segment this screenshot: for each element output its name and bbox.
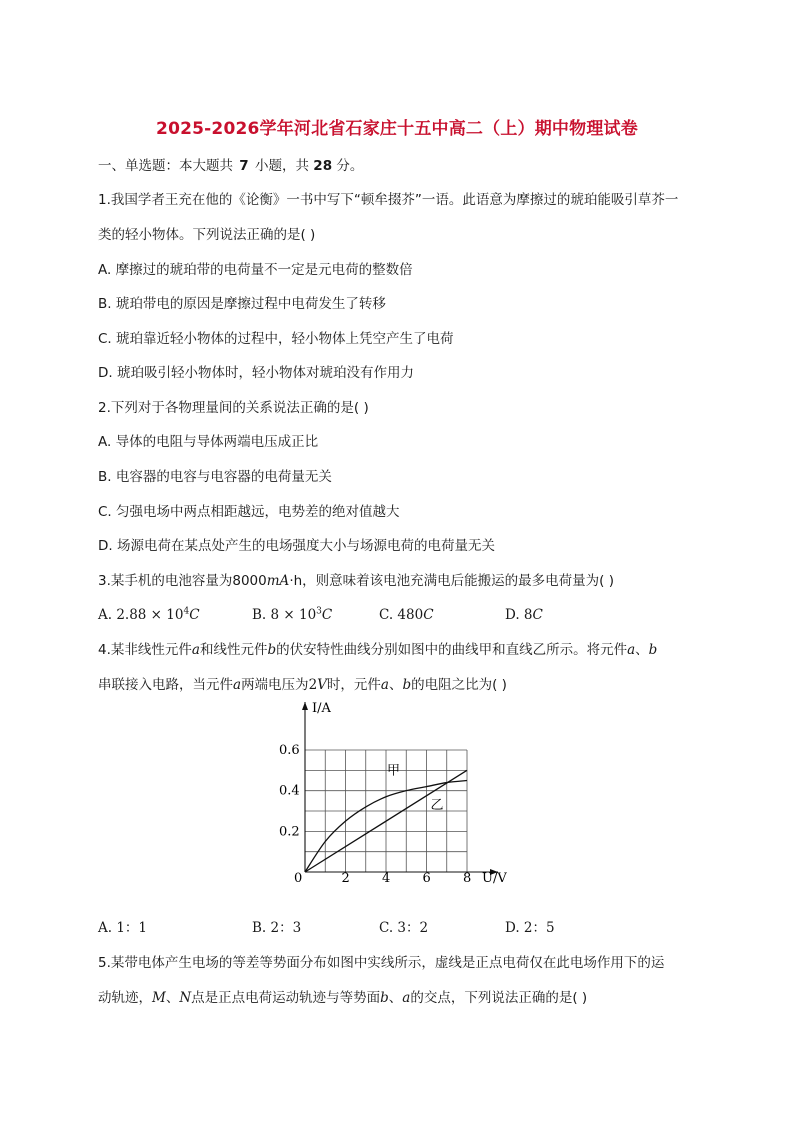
x-tick-label: 0 (294, 871, 303, 886)
series-label-yi: 乙 (430, 797, 444, 813)
q4-var-b: b (267, 642, 277, 658)
q4-option-c: C. 3：2 (379, 920, 429, 936)
q4-var-a: a (380, 677, 389, 693)
q5-surface-a: a (402, 990, 411, 1006)
question-count: 7 (239, 158, 249, 174)
q1-stem-line2: 类的轻小物体。下列说法正确的是( ) (98, 227, 316, 243)
q4-option-d: D. 2：5 (505, 920, 555, 936)
q2-stem: 2.下列对于各物理量间的关系说法正确的是( ) (98, 400, 369, 416)
q5-sep: 、 (165, 990, 180, 1006)
q3-stem-rest: ·h，则意味着该电池充满电后能搬运的最多电荷量为( ) (289, 573, 614, 589)
q3-unit: mA (266, 573, 290, 589)
q5-text: 点是正点电荷运动轨迹与等势面 (191, 990, 381, 1006)
y-tick-label: 0.2 (279, 824, 300, 840)
q5-point-m: M (152, 990, 166, 1006)
q4-text: 的伏安特性曲线分别如图中的曲线甲和直线乙所示。将元件 (276, 642, 628, 658)
y-axis-arrow (302, 702, 308, 710)
q4-sep: 、 (388, 677, 403, 693)
chart-axes (302, 702, 498, 875)
q4-text: 的电阻之比为( ) (411, 677, 507, 693)
q4-var-b: b (402, 677, 412, 693)
q3-option-c (379, 606, 434, 624)
q5-surface-b: b (380, 990, 389, 1006)
y-tick-label: 0.4 (279, 783, 300, 799)
q3-stem (98, 572, 614, 590)
q3-option-b (252, 606, 332, 624)
q3-a-unit: C (189, 607, 200, 623)
q5-stem-line2 (98, 989, 587, 1007)
q2-option-b: B. 电容器的电容与电容器的电荷量无关 (98, 469, 332, 485)
q4-stem-line2 (98, 676, 507, 694)
x-axis-label: U/V (482, 871, 507, 886)
section-prefix: 一、单选题：本大题共 (98, 158, 233, 174)
q1-option-c: C. 琥珀靠近轻小物体的过程中，轻小物体上凭空产生了电荷 (98, 331, 454, 347)
q3-option-a (98, 606, 200, 624)
q3-option-d (505, 606, 543, 624)
q5-stem-line1: 5.某带电体产生电场的等差等势面分布如图中实线所示，虚线是正点电荷仅在此电场作用下的运 (98, 955, 665, 971)
q2-option-c: C. 匀强电场中两点相距越远，电势差的绝对值越大 (98, 504, 400, 520)
q4-var-b: b (648, 642, 658, 658)
q4-option-b: B. 2：3 (252, 920, 302, 936)
q3-a-label: A. 2.88 × 10 (98, 607, 184, 623)
q4-stem-line1 (98, 641, 657, 659)
x-tick-label: 8 (463, 871, 472, 886)
q4-var-a: a (191, 642, 200, 658)
q5-text: 动轨迹， (98, 990, 152, 1006)
total-score: 28 (313, 158, 333, 174)
section-header (98, 157, 363, 175)
x-tick-label: 2 (341, 871, 350, 886)
section-mid: 小题，共 (255, 158, 309, 174)
q4-sep: 、 (635, 642, 649, 658)
q5-sep: 、 (388, 990, 403, 1006)
q3-c-label: C. 480 (379, 607, 424, 623)
q4-var-a: a (233, 677, 242, 693)
q4-text: 和线性元件 (199, 642, 268, 658)
q4-voltage-unit: V (317, 677, 327, 693)
q1-stem-line1: 1.我国学者王充在他的《论衡》一书中写下“顿牟掇芥”一语。此语意为摩擦过的琥珀能吸引草芥一 (98, 192, 679, 208)
q3-stem-pre: 3.某手机的电池容量为8000 (98, 573, 267, 589)
section-suffix: 分。 (336, 158, 364, 174)
q4-text: 4.某非线性元件 (98, 642, 192, 658)
x-tick-label: 4 (382, 871, 391, 886)
chart-tick-labels (279, 743, 471, 886)
q4-var-a: a (627, 642, 636, 658)
q3-b-exp: 3 (316, 606, 322, 617)
iv-characteristic-chart (270, 696, 520, 892)
q4-option-a: A. 1：1 (98, 920, 148, 936)
q3-b-unit: C (321, 607, 333, 623)
q4-voltage: 2 (308, 677, 318, 693)
y-axis-label: I/A (312, 701, 331, 716)
q1-option-a: A. 摩擦过的琥珀带的电荷量不一定是元电荷的整数倍 (98, 262, 413, 278)
q3-b-label: B. 8 × 10 (252, 607, 317, 623)
q1-option-d: D. 琥珀吸引轻小物体时，轻小物体对琥珀没有作用力 (98, 365, 414, 381)
y-tick-label: 0.6 (279, 743, 300, 759)
q3-d-unit: C (532, 607, 543, 623)
x-tick-label: 6 (422, 871, 431, 886)
q1-option-b: B. 琥珀带电的原因是摩擦过程中电荷发生了转移 (98, 296, 386, 312)
q2-option-d: D. 场源电荷在某点处产生的电场强度大小与场源电荷的电荷量无关 (98, 538, 495, 554)
q5-point-n: N (179, 990, 192, 1006)
page-title: 2025-2026学年河北省石家庄十五中高二（上）期中物理试卷 (156, 119, 638, 139)
series-label-jia: 甲 (387, 763, 401, 779)
q4-text: 时，元件 (326, 677, 381, 693)
q3-a-exp: 4 (183, 606, 190, 617)
q3-c-unit: C (423, 607, 434, 623)
q4-text: 串联接入电路，当元件 (98, 677, 233, 693)
q4-text: 两端电压为 (241, 677, 309, 693)
q5-text: 的交点，下列说法正确的是( ) (410, 990, 588, 1006)
q2-option-a: A. 导体的电阻与导体两端电压成正比 (98, 434, 319, 450)
q3-d-label: D. 8 (505, 607, 533, 623)
